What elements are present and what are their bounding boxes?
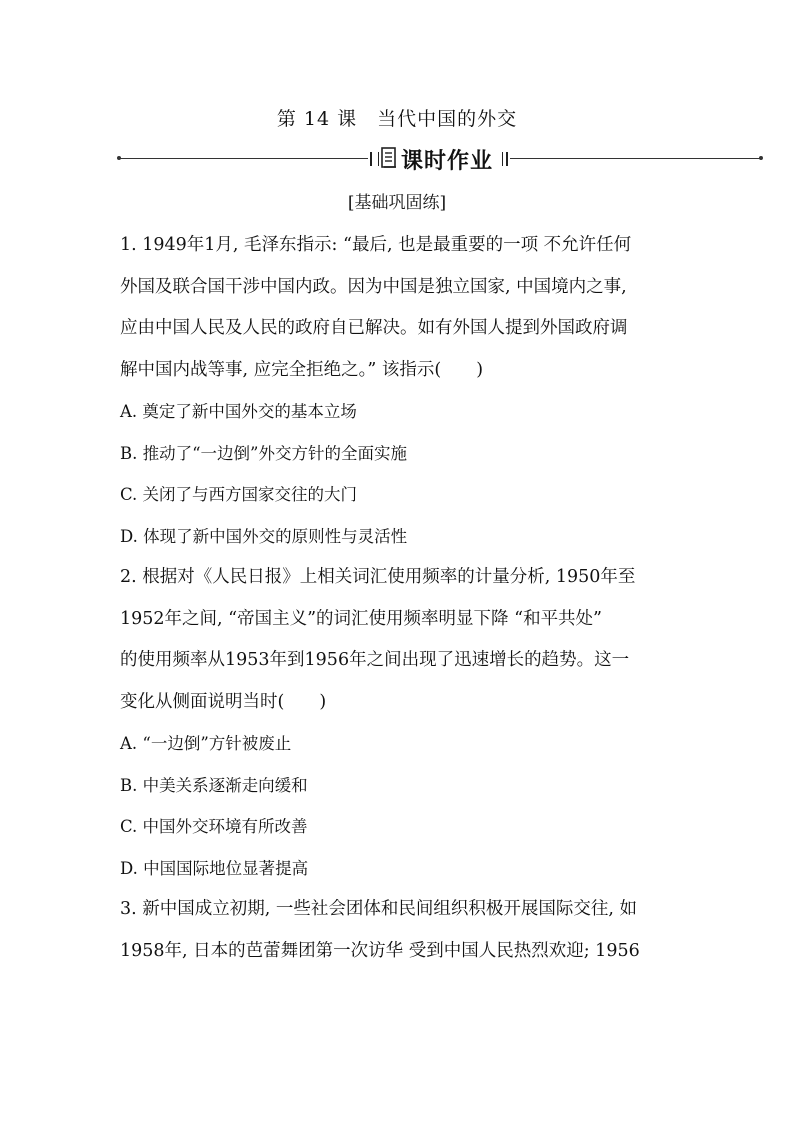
- notebook-icon: [380, 147, 398, 169]
- banner-dot-left: [117, 156, 121, 160]
- question-1: [120, 225, 680, 557]
- question-2: [120, 557, 680, 889]
- homework-banner: [118, 145, 762, 173]
- banner-rule-left: [118, 158, 368, 159]
- question-stem-line: 解中国内战等事, 应完全拒绝之。” 该指示( ): [120, 359, 484, 380]
- banner-label: 课时作业: [401, 149, 494, 174]
- question-3: [120, 889, 680, 972]
- answer-option-d: D. 中国国际地位显著提高: [120, 858, 309, 878]
- banner-bars-left: [370, 152, 379, 166]
- question-list: [120, 225, 680, 972]
- question-stem-line: 外国及联合国干涉中国内政。因为中国是独立国家, 中国境内之事,: [120, 276, 627, 297]
- question-stem-line: 1952年之间, “帝国主义”的词汇使用频率明显下降 “和平共处”: [120, 608, 603, 629]
- question-stem-line: 应由中国人民及人民的政府自已解决。如有外国人提到外国政府调: [120, 318, 628, 338]
- answer-option-a: A. 奠定了新中国外交的基本立场: [120, 402, 357, 421]
- lesson-title: 第 14 课 当代中国的外交: [276, 108, 518, 130]
- section-label: [基础巩固练]: [347, 193, 447, 213]
- answer-option-b: B. 中美关系逐渐走向缓和: [120, 775, 308, 795]
- question-stem-line: 3. 新中国成立初期, 一些社会团体和民间组织积极开展国际交往, 如: [120, 899, 638, 919]
- question-stem-line: 1958年, 日本的芭蕾舞团第一次访华 受到中国人民热烈欢迎; 1956: [120, 940, 640, 961]
- answer-option-c: C. 关闭了与西方国家交往的大门: [120, 485, 358, 504]
- question-stem-line: 的使用频率从1953年到1956年之间出现了迅速增长的趋势。这一: [120, 650, 630, 670]
- banner-dot-right: [759, 156, 763, 160]
- answer-option-b: B. 推动了“一边倒”外交方针的全面实施: [120, 443, 407, 463]
- answer-option-a: A. “一边倒”方针被废止: [120, 734, 292, 753]
- question-stem-line: 变化从侧面说明当时( ): [120, 691, 327, 712]
- banner-rule-right: [510, 158, 762, 159]
- question-stem-line: 2. 根据对《人民日报》上相关词汇使用频率的计量分析, 1950年至: [120, 567, 636, 587]
- answer-option-c: C. 中国外交环境有所改善: [120, 817, 308, 836]
- banner-bars-right: [502, 152, 508, 166]
- question-stem-line: 1. 1949年1月, 毛泽东指示: “最后, 也是最重要的一项 不允许任何: [120, 235, 632, 255]
- answer-option-d: D. 体现了新中国外交的原则性与灵活性: [120, 526, 408, 546]
